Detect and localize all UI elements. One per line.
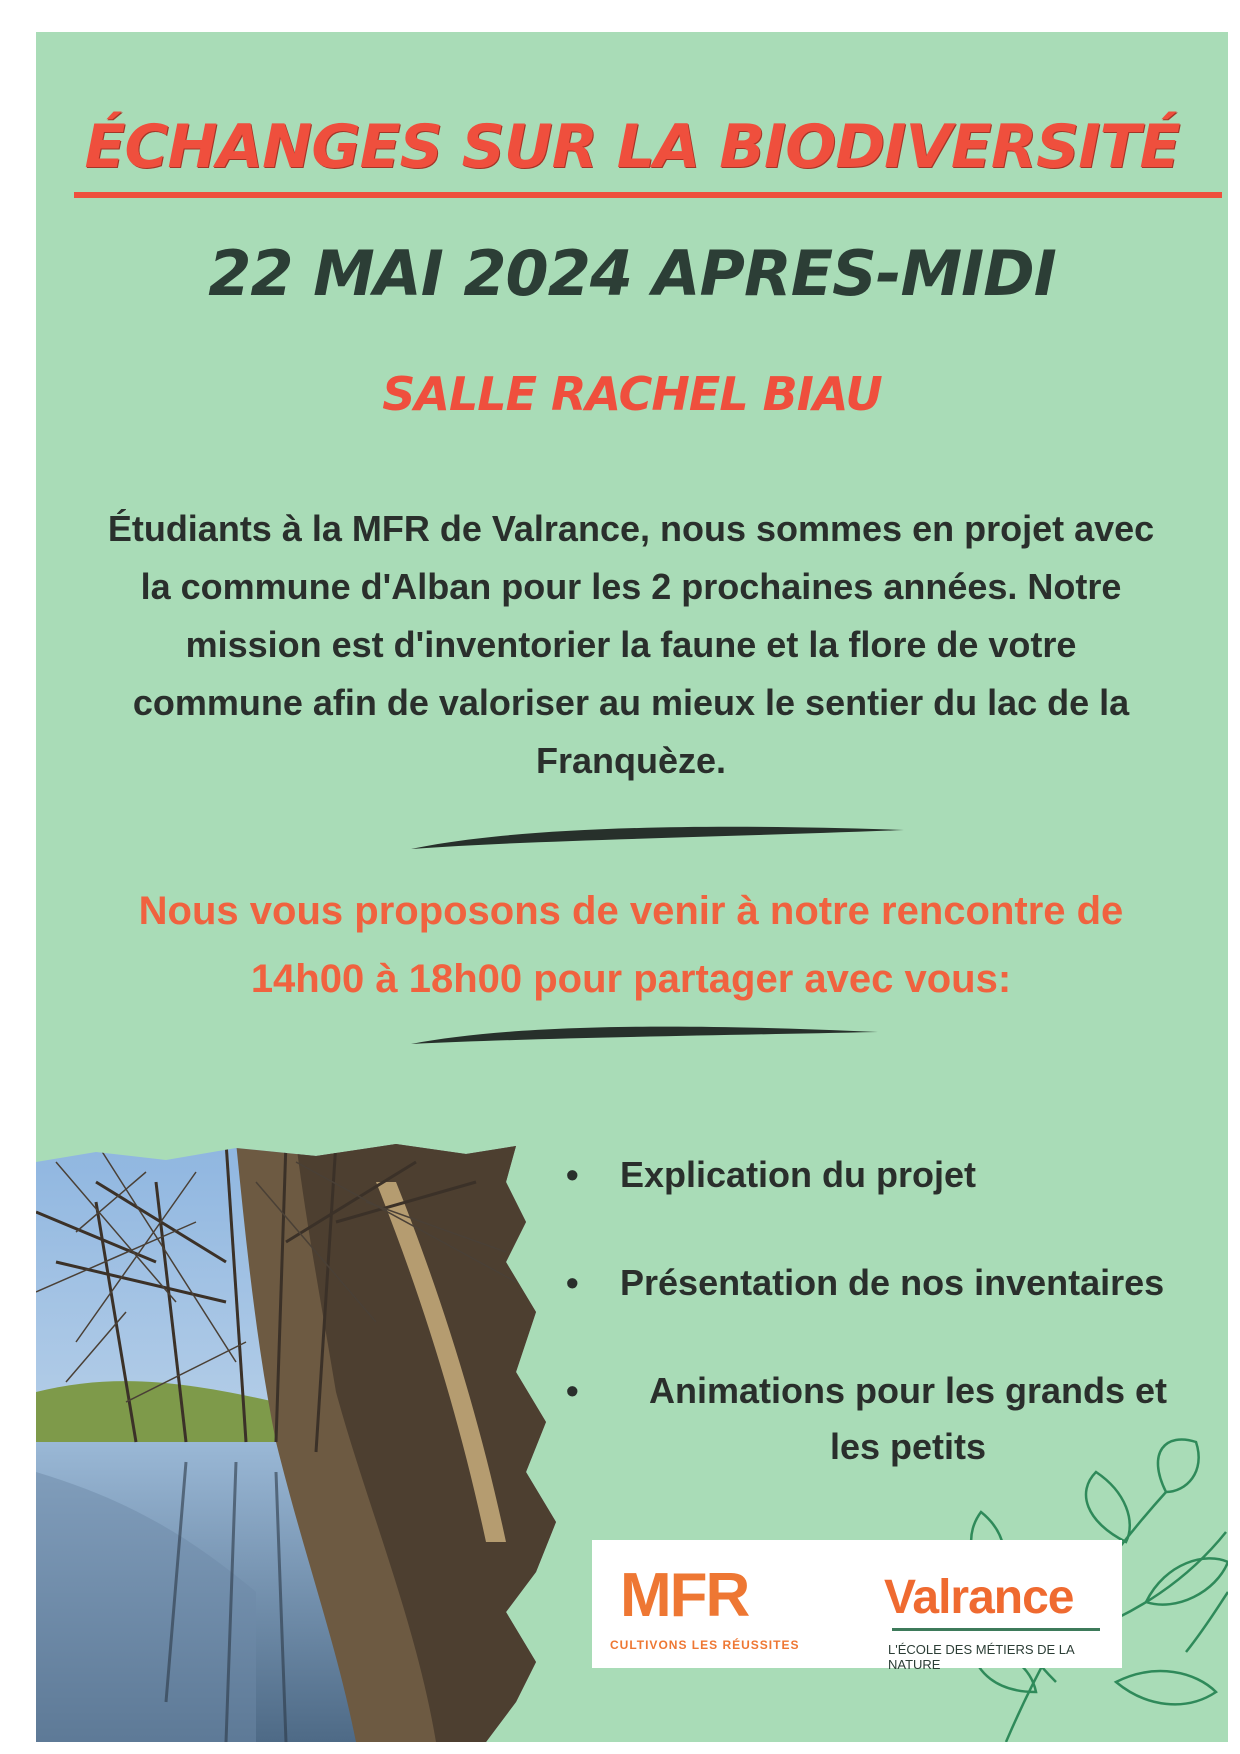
- description-line: Étudiants à la MFR de Valrance, nous sommes en projet avec: [107, 508, 1155, 549]
- project-description: [76, 500, 1186, 790]
- list-item: [566, 1255, 1196, 1311]
- lake-photo: [36, 1142, 556, 1742]
- description-line: Franquèze.: [535, 740, 727, 781]
- swoosh-divider-top: [411, 827, 904, 849]
- description-line: mission est d'inventorier la faune et la flore de votre: [185, 624, 1077, 665]
- description-line: la commune d'Alban pour les 2 prochaines années. Notre: [140, 566, 1122, 607]
- list-item-label: Explication du projet: [620, 1154, 977, 1195]
- bullet-icon: •: [566, 1154, 579, 1195]
- poster: [36, 32, 1228, 1742]
- list-item: [566, 1147, 1196, 1203]
- event-venue: SALLE RACHEL BIAU: [382, 367, 882, 421]
- title-underline: [74, 192, 1222, 198]
- event-date: 22 MAI 2024 APRES-MIDI: [208, 237, 1056, 310]
- bullet-icon: •: [566, 1262, 579, 1303]
- bullet-icon: •: [566, 1370, 579, 1411]
- mfr-tagline: CULTIVONS LES RÉUSSITES: [610, 1638, 800, 1652]
- invitation-line: Nous vous proposons de venir à notre rencontre de: [138, 889, 1124, 933]
- invitation-text: [56, 877, 1206, 1013]
- invitation-line: 14h00 à 18h00 pour partager avec vous:: [250, 957, 1012, 1001]
- partner-logos: [592, 1540, 1122, 1672]
- list-item-label: Présentation de nos inventaires: [620, 1262, 1165, 1303]
- mfr-logo: MFR: [620, 1561, 749, 1630]
- valrance-logo: Valrance: [884, 1571, 1074, 1624]
- valrance-underline: [892, 1628, 1100, 1631]
- valrance-tagline: L'ÉCOLE DES MÉTIERS DE LA NATURE: [888, 1642, 1074, 1672]
- description-line: commune afin de valoriser au mieux le sentier du lac de la: [132, 682, 1130, 723]
- swoosh-divider-bottom: [411, 1027, 878, 1044]
- list-item-label: Animations pour les grands et les petits: [648, 1370, 1168, 1467]
- poster-title: ÉCHANGES SUR LA BIODIVERSITÉ: [84, 112, 1180, 182]
